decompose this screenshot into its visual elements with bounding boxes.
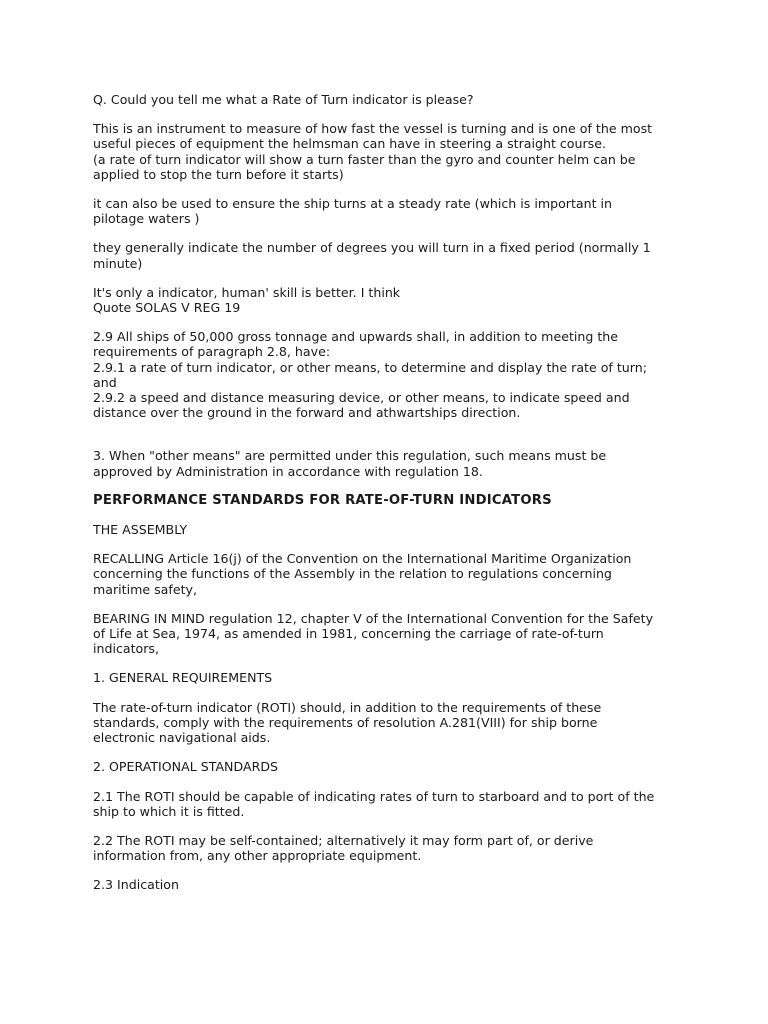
answer-intro-paragraph — [93, 121, 673, 182]
text-line: 2.1 The ROTI should be capable of indicating rates of turn to starboard and to port of the — [93, 788, 655, 804]
text-line: Q. Could you tell me what a Rate of Turn indicator is please? — [93, 92, 474, 107]
text-line: 2.9.1 a rate of turn indicator, or other means, to determine and display the rate of turn; — [93, 359, 647, 375]
text-line: distance over the ground in the forward and athwartships direction. — [93, 405, 521, 421]
general-requirements-paragraph — [93, 700, 673, 746]
text-line: it can also be used to ensure the ship turns at a steady rate (which is important in — [93, 196, 613, 212]
text-line: useful pieces of equipment the helmsman can have in steering a straight course. — [93, 136, 606, 152]
heading-text: PERFORMANCE STANDARDS FOR RATE-OF-TURN INDICATORS — [93, 492, 552, 508]
text-line: 2.9.2 a speed and distance measuring device, or other means, to indicate speed and — [93, 390, 630, 406]
operational-2-3-heading — [93, 877, 673, 892]
text-line: This is an instrument to measure of how fast the vessel is turning and is one of the most — [93, 121, 653, 137]
text-line: standards, comply with the requirements of resolution A.281(VIII) for ship borne — [93, 714, 598, 730]
operational-2-1-paragraph — [93, 789, 673, 819]
text-line: approved by Administration in accordance with regulation 18. — [93, 463, 483, 479]
regulation-2-9-paragraph — [93, 329, 673, 420]
text-line: 2.2 The ROTI may be self-contained; alternatively it may form part of, or derive — [93, 832, 594, 848]
assembly-label — [93, 522, 673, 537]
text-line: 2. OPERATIONAL STANDARDS — [93, 759, 279, 775]
text-line: they generally indicate the number of degrees you will turn in a fixed period (normally 1 — [93, 240, 651, 256]
text-line: Quote SOLAS V REG 19 — [93, 300, 241, 316]
text-line: RECALLING Article 16(j) of the Convention on the International Maritime Organization — [93, 551, 632, 567]
text-line: BEARING IN MIND regulation 12, chapter V of the International Convention for the Safety — [93, 610, 654, 626]
text-line: and — [93, 374, 117, 390]
section-heading — [93, 493, 673, 508]
operational-2-2-paragraph — [93, 833, 673, 863]
degrees-paragraph — [93, 240, 673, 270]
text-line: 3. When "other means" are permitted under this regulation, such means must be — [93, 448, 607, 464]
text-line: concerning the functions of the Assembly in the relation to regulations concerning — [93, 566, 612, 582]
text-line: It's only a indicator, human' skill is better. I think — [93, 284, 401, 300]
text-line: applied to stop the turn before it starts) — [93, 166, 344, 182]
text-line: 1. GENERAL REQUIREMENTS — [93, 670, 273, 686]
bearing-paragraph — [93, 611, 673, 657]
steady-rate-paragraph — [93, 196, 673, 226]
text-line: pilotage waters ) — [93, 211, 200, 227]
text-line: maritime safety, — [93, 581, 197, 597]
general-requirements-heading — [93, 670, 673, 685]
text-line: minute) — [93, 255, 143, 271]
text-line: electronic navigational aids. — [93, 730, 271, 746]
opinion-paragraph — [93, 285, 673, 315]
text-line: (a rate of turn indicator will show a turn faster than the gyro and counter helm can be — [93, 151, 636, 167]
document-page — [93, 92, 673, 893]
text-line: THE ASSEMBLY — [93, 522, 188, 538]
text-line: requirements of paragraph 2.8, have: — [93, 344, 331, 360]
question-paragraph — [93, 92, 673, 107]
text-line: 2.3 Indication — [93, 877, 179, 893]
text-line: 2.9 All ships of 50,000 gross tonnage and upwards shall, in addition to meeting the — [93, 329, 619, 345]
operational-standards-heading — [93, 759, 673, 774]
recalling-paragraph — [93, 551, 673, 597]
text-line: indicators, — [93, 641, 160, 657]
regulation-3-paragraph — [93, 448, 673, 478]
text-line: ship to which it is fitted. — [93, 803, 245, 819]
text-line: information from, any other appropriate equipment. — [93, 848, 422, 864]
text-line: of Life at Sea, 1974, as amended in 1981, concerning the carriage of rate-of-turn — [93, 626, 604, 642]
text-line: The rate-of-turn indicator (ROTI) should, in addition to the requirements of these — [93, 699, 602, 715]
